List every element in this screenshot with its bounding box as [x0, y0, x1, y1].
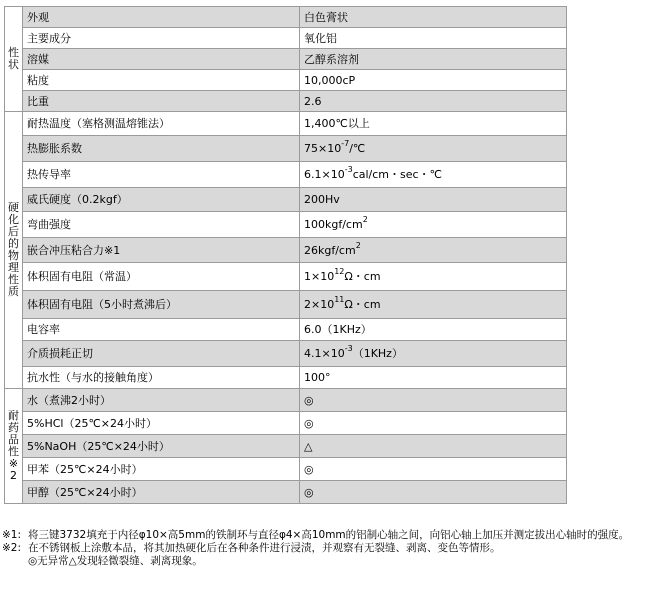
- table-row: [5, 28, 567, 49]
- property-value: 100°: [300, 367, 567, 389]
- table-row: [5, 412, 567, 435]
- property-value: 200Hv: [300, 188, 567, 212]
- table-row: [5, 112, 567, 136]
- footnote-text: ◎无异常△发现轻微裂缝、剥离现象。: [28, 555, 203, 567]
- table-row: [5, 263, 567, 291]
- property-name: 水（煮沸2小时）: [23, 389, 300, 412]
- property-value: 6.0（1KHz）: [300, 319, 567, 341]
- property-name: 介质损耗正切: [23, 341, 300, 367]
- table-row: [5, 291, 567, 319]
- footnote: [2, 555, 662, 568]
- footnote-mark: ※1:: [2, 529, 22, 541]
- property-name: 耐热温度（塞格测温熔锥法）: [23, 112, 300, 136]
- property-name: 甲醇（25℃×24小时）: [23, 481, 300, 504]
- footnote-mark: ※2:: [2, 542, 22, 554]
- footnote-text: 将三键3732填充于内径φ10×高5mm的铁制环与直径φ4×高10mm的铝制心轴之间，向铝心轴上加压并测定拔出心轴时的强度。: [28, 529, 630, 541]
- property-name: 热膨胀系数: [23, 136, 300, 162]
- property-value: 氧化铝: [300, 28, 567, 49]
- property-name: 5%NaOH（25℃×24小时）: [23, 435, 300, 458]
- table-row: [5, 319, 567, 341]
- property-name: 嵌合冲压粘合力※1: [23, 238, 300, 263]
- footnote-mark: [2, 555, 28, 568]
- property-name: 5%HCl（25℃×24小时）: [23, 412, 300, 435]
- property-name: 外观: [23, 7, 300, 28]
- table-row: [5, 136, 567, 162]
- property-name: 甲苯（25℃×24小时）: [23, 458, 300, 481]
- property-value: ◎: [300, 389, 567, 412]
- property-value: $6.1\times 10^{-3}cal/cm$・sec・℃: [300, 162, 567, 188]
- table-row: [5, 481, 567, 504]
- table-row: [5, 458, 567, 481]
- table-row: [5, 212, 567, 238]
- property-name: 威氏硬度（0.2kgf）: [23, 188, 300, 212]
- property-value: ◎: [300, 458, 567, 481]
- table-row: [5, 367, 567, 389]
- property-value: ◎: [300, 412, 567, 435]
- property-name: 溶媒: [23, 49, 300, 70]
- footnote-text: 在不锈钢板上涂敷本品，将其加热硬化后在各种条件进行浸渍，并观察有无裂缝、剥离、变色等情形。: [28, 542, 501, 554]
- footnote: [2, 542, 662, 555]
- property-value: $75\times 10^{-7}/℃$: [300, 136, 567, 162]
- group-label-properties: 性状: [5, 7, 23, 112]
- property-value: 2.6: [300, 91, 567, 112]
- property-value: 乙醇系溶剂: [300, 49, 567, 70]
- property-value: ◎: [300, 481, 567, 504]
- property-name: 主要成分: [23, 28, 300, 49]
- property-value: △: [300, 435, 567, 458]
- property-value: $100kgf/cm^2$: [300, 212, 567, 238]
- table-row: [5, 91, 567, 112]
- property-value: 白色膏状: [300, 7, 567, 28]
- properties-table: [4, 6, 567, 504]
- property-value: $4.1\times 10^{-3}(1KHz)$: [300, 341, 567, 367]
- property-value: $2\times 10^{11}\Omega$・cm: [300, 291, 567, 319]
- footnote: [2, 529, 662, 542]
- property-value: 1,400℃以上: [300, 112, 567, 136]
- table-row: [5, 389, 567, 412]
- property-name: 抗水性（与水的接触角度）: [23, 367, 300, 389]
- table-row: [5, 238, 567, 263]
- property-name: 体积固有电阻（5小时煮沸后）: [23, 291, 300, 319]
- table-row: [5, 435, 567, 458]
- property-name: 弯曲强度: [23, 212, 300, 238]
- property-name: 电容率: [23, 319, 300, 341]
- footnotes: [2, 529, 662, 568]
- table-row: [5, 7, 567, 28]
- table-row: [5, 341, 567, 367]
- property-name: 热传导率: [23, 162, 300, 188]
- group-label-cured: 硬化后的物理性质: [5, 112, 23, 389]
- property-name: 体积固有电阻（常温）: [23, 263, 300, 291]
- property-value: 10,000cP: [300, 70, 567, 91]
- property-value: $26kgf/cm^2$: [300, 238, 567, 263]
- property-name: 粘度: [23, 70, 300, 91]
- property-value: $1\times 10^{12}\Omega$・cm: [300, 263, 567, 291]
- group-label-chemical: 耐药品性※2: [5, 389, 23, 504]
- table-row: [5, 70, 567, 91]
- table-row: [5, 188, 567, 212]
- property-name: 比重: [23, 91, 300, 112]
- table-row: [5, 162, 567, 188]
- table-row: [5, 49, 567, 70]
